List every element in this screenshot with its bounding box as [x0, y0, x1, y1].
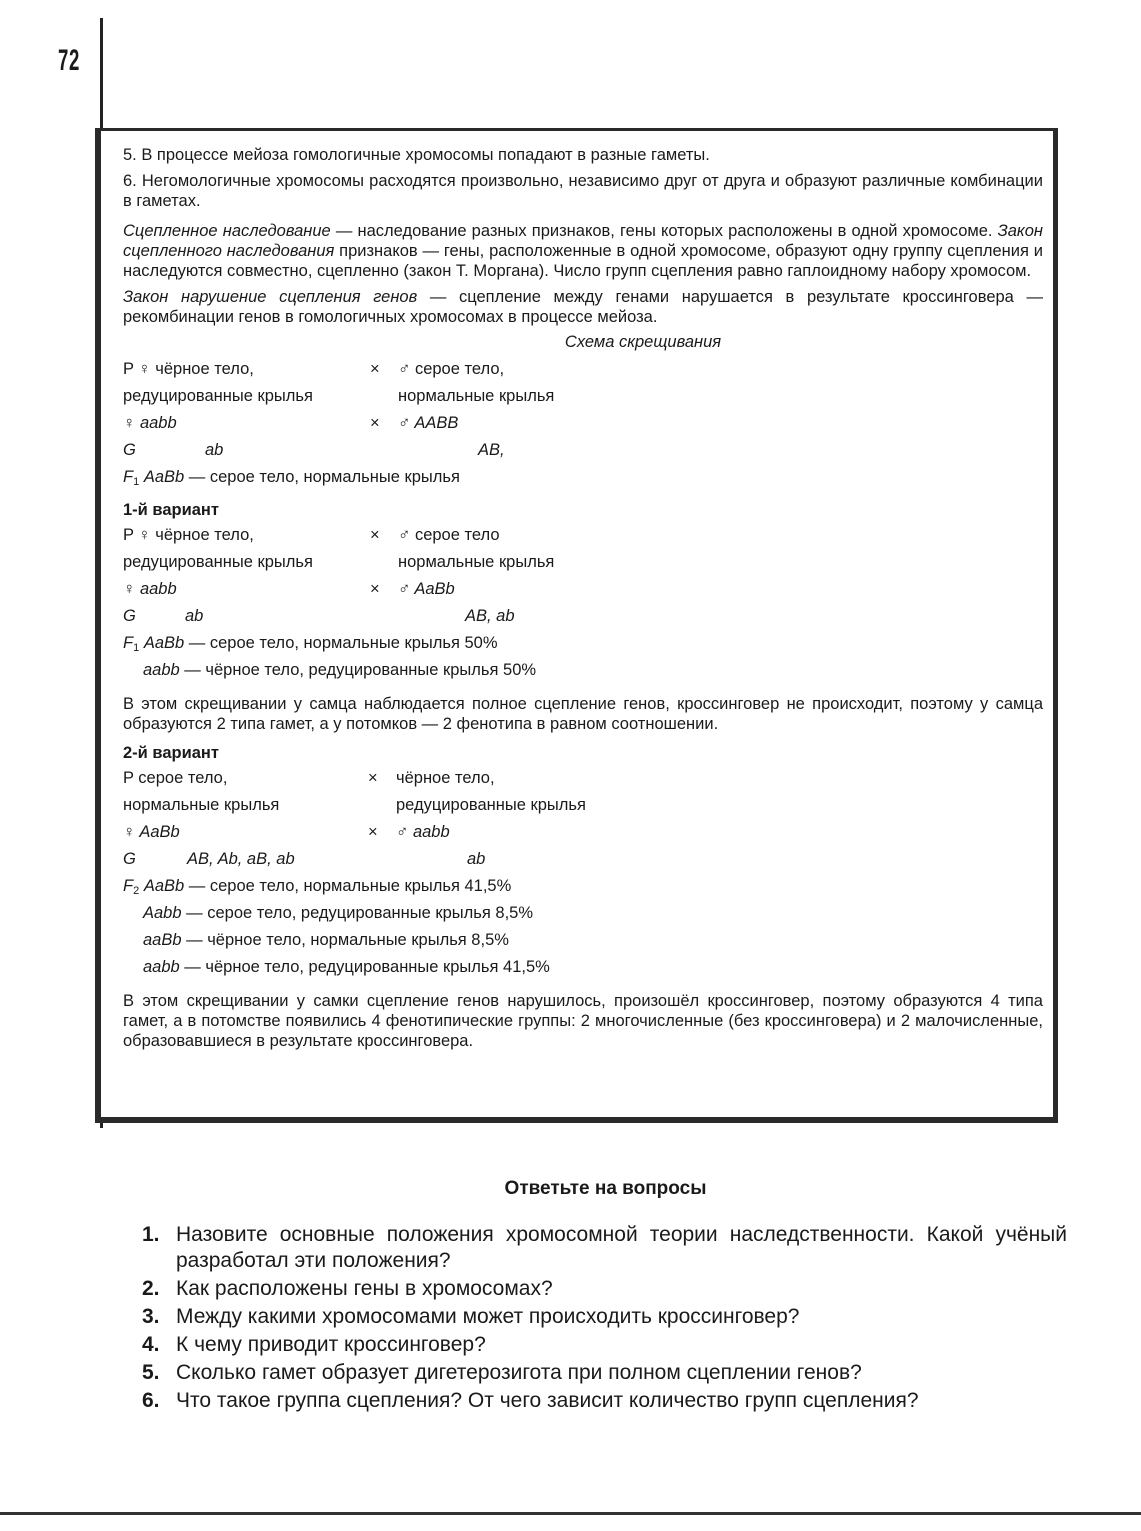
scheme-row: [123, 603, 1043, 630]
question-item: [142, 1276, 1067, 1302]
cross-sign: ×: [368, 823, 378, 841]
offspring-genotype: AaBb: [143, 877, 185, 895]
generation-label: F: [123, 877, 134, 895]
scheme-male-trait: нормальные крылья: [398, 387, 555, 405]
statement-6: 6. Негомологичные хромосомы расходятся произвольно, независимо друг от друга и образуют различные комбинации в гаметах.: [123, 172, 1043, 210]
female-trait: нормальные крылья: [123, 796, 280, 814]
scheme-row: [123, 792, 1043, 819]
male-trait: нормальные крылья: [398, 553, 555, 571]
scheme-row: [123, 356, 1043, 383]
offspring-1: [123, 877, 511, 897]
cross-sign: ×: [368, 769, 378, 787]
scheme-offspring: [123, 468, 460, 488]
offspring-3: [123, 931, 509, 950]
variant-1-title: 1-й вариант: [123, 501, 219, 519]
offspring-genotype: aabb: [143, 958, 180, 976]
cross-sign: ×: [370, 526, 380, 544]
question-item: [142, 1222, 1067, 1274]
generation-index: 1: [133, 642, 140, 654]
question-item: [142, 1360, 1067, 1386]
male-gamete: ab: [467, 850, 486, 868]
offspring-phenotype: — серое тело, нормальные крылья 41,5%: [184, 877, 512, 895]
question-item: [142, 1304, 1067, 1330]
question-number: 2.: [142, 1277, 160, 1300]
scheme-row: [123, 765, 1043, 792]
cross-sign: ×: [370, 414, 380, 432]
question-number: 1.: [142, 1223, 160, 1246]
linked-inheritance-definition: [123, 221, 1043, 281]
question-text: К чему приводит кроссинговер?: [176, 1333, 486, 1356]
questions-list: [142, 1222, 1067, 1416]
generation-label: F: [123, 634, 134, 652]
question-number: 6.: [142, 1389, 160, 1412]
offspring-2: [123, 904, 533, 923]
question-number: 3.: [142, 1305, 160, 1328]
scheme-row: [123, 383, 1043, 410]
scheme-title: Схема скрещивания: [564, 333, 722, 351]
question-number: 4.: [142, 1333, 160, 1356]
linkage-break-definition: [123, 287, 1043, 327]
offspring-genotype: aaBb: [143, 931, 182, 949]
female-genotype: ♀ AaBb: [123, 823, 180, 841]
scheme-female-trait: редуцированные крылья: [123, 387, 313, 405]
variant-2-note: В этом скрещивании у самки сцепление генов нарушилось, произошёл кроссинговер, поэтому образуются 4 типа гамет, а в потомстве появились 4 фенотипические группы: 2 многочисленные (без кроссинговера) и 2 малочисленные, образовавшиеся в результате кроссинговера.: [123, 992, 1043, 1050]
scheme-female-gamete: ab: [205, 441, 224, 459]
scheme-row: [123, 954, 1043, 981]
gamete-label: G: [123, 441, 136, 459]
scheme-row: [123, 846, 1043, 873]
variant-2-scheme: [123, 765, 1043, 981]
scheme-row: [123, 819, 1043, 846]
scheme-row: [123, 657, 1043, 684]
scheme-male-gamete: AB,: [478, 441, 505, 459]
generation-label: F: [123, 468, 134, 486]
offspring-2: [123, 661, 536, 680]
parent-female: P ♀ чёрное тело,: [123, 526, 254, 544]
scheme-row: [123, 576, 1043, 603]
theory-box-content: [123, 145, 1043, 1057]
question-number: 5.: [142, 1361, 160, 1384]
page-number: 72: [58, 44, 80, 77]
gamete-label: G: [123, 607, 136, 625]
scheme-parent-male: ♂ серое тело,: [398, 360, 505, 378]
question-text: Назовите основные положения хромосомной теории наследственности. Какой учёный разработал эти положения?: [176, 1223, 1067, 1272]
gamete-label: G: [123, 850, 136, 868]
generation-index: 1: [133, 476, 140, 488]
offspring-genotype: Aabb: [143, 904, 182, 922]
scheme-parent-female: P ♀ чёрное тело,: [123, 360, 254, 378]
linkage-break-term: Закон нарушение сцепления генов: [123, 288, 418, 306]
scheme-row: [123, 522, 1043, 549]
female-genotype: ♀ aabb: [123, 580, 177, 598]
cross-sign: ×: [370, 580, 380, 598]
scheme-row: [123, 410, 1043, 437]
scheme-row: [123, 873, 1043, 900]
offspring-1: [123, 634, 498, 654]
male-genotype: ♂ AaBb: [398, 580, 455, 598]
question-text: Что такое группа сцепления? От чего зависит количество групп сцепления?: [176, 1389, 919, 1412]
question-text: Сколько гамет образует дигетерозигота при полном сцеплении генов?: [176, 1361, 862, 1384]
male-gametes: AB, ab: [465, 607, 515, 625]
scheme-row: [123, 900, 1043, 927]
statement-5: 5. В процессе мейоза гомологичные хромосомы попадают в разные гаметы.: [123, 146, 710, 164]
scheme-female-genotype: ♀ aabb: [123, 414, 177, 432]
scheme-row: [123, 927, 1043, 954]
female-gamete: ab: [185, 607, 204, 625]
offspring-genotype: AaBb: [143, 468, 185, 486]
question-text: Между какими хромосомами может происходить кроссинговер?: [176, 1305, 800, 1328]
morgan-law-term: Закон сцепленного наследования: [123, 222, 1043, 260]
offspring-phenotype: — чёрное тело, редуцированные крылья 50%: [179, 661, 537, 679]
questions-heading: Ответьте на вопросы: [504, 1178, 707, 1199]
parent-male: чёрное тело,: [396, 769, 495, 787]
female-trait: редуцированные крылья: [123, 553, 313, 571]
male-trait: редуцированные крылья: [396, 796, 586, 814]
question-item: [142, 1332, 1067, 1358]
scheme-row: [123, 437, 1043, 464]
linked-inheritance-text: — наследование разных признаков, гены которых расположены в одной хромосоме.: [330, 222, 998, 240]
offspring-phenotype: — серое тело, нормальные крылья: [184, 468, 460, 486]
offspring-genotype: aabb: [143, 661, 180, 679]
theory-box: [95, 128, 1058, 1123]
offspring-4: [123, 958, 550, 977]
offspring-phenotype: — серое тело, редуцированные крылья 8,5%: [181, 904, 534, 922]
linked-inheritance-term: Сцепленное наследование: [123, 222, 331, 240]
parent-female: P серое тело,: [123, 769, 228, 787]
offspring-phenotype: — чёрное тело, нормальные крылья 8,5%: [181, 931, 509, 949]
variant-1-note: В этом скрещивании у самца наблюдается полное сцепление генов, кроссинговер не происходит, поэтому у самца образуются 2 типа гамет, а у потомков — 2 фенотипа в равном соотношении.: [123, 695, 1043, 733]
variant-2-title: 2-й вариант: [123, 744, 219, 762]
scheme-row: [123, 464, 1043, 491]
scheme-male-genotype: ♂ AABB: [398, 414, 459, 432]
male-genotype: ♂ aabb: [396, 823, 450, 841]
bottom-rule: [0, 1512, 1141, 1515]
linkage-break-text: — сцепление между генами нарушается в результате кроссинговера — рекомбинации генов в гомологичных хромосомах в процессе мейоза.: [123, 288, 1043, 326]
question-text: Как расположены гены в хромосомах?: [176, 1277, 553, 1300]
scheme-row: [123, 549, 1043, 576]
scheme-row: [123, 630, 1043, 657]
offspring-genotype: AaBb: [143, 634, 185, 652]
generation-index: 2: [133, 885, 140, 897]
variant-1-scheme: [123, 522, 1043, 684]
cross-sign: ×: [370, 360, 380, 378]
morgan-law-text: признаков — гены, расположенные в одной хромосоме, образуют одну группу сцепления и наследуются совместно, сцепленно (закон Т. Моргана). Число групп сцепления равно гаплоидному набору хромосом.: [123, 242, 1043, 280]
offspring-phenotype: — чёрное тело, редуцированные крылья 41,5%: [179, 958, 550, 976]
question-item: [142, 1388, 1067, 1414]
cross-scheme: [123, 356, 1043, 491]
offspring-phenotype: — серое тело, нормальные крылья 50%: [184, 634, 498, 652]
female-gametes: AB, Ab, aB, ab: [187, 850, 295, 868]
parent-male: ♂ серое тело: [398, 526, 500, 544]
